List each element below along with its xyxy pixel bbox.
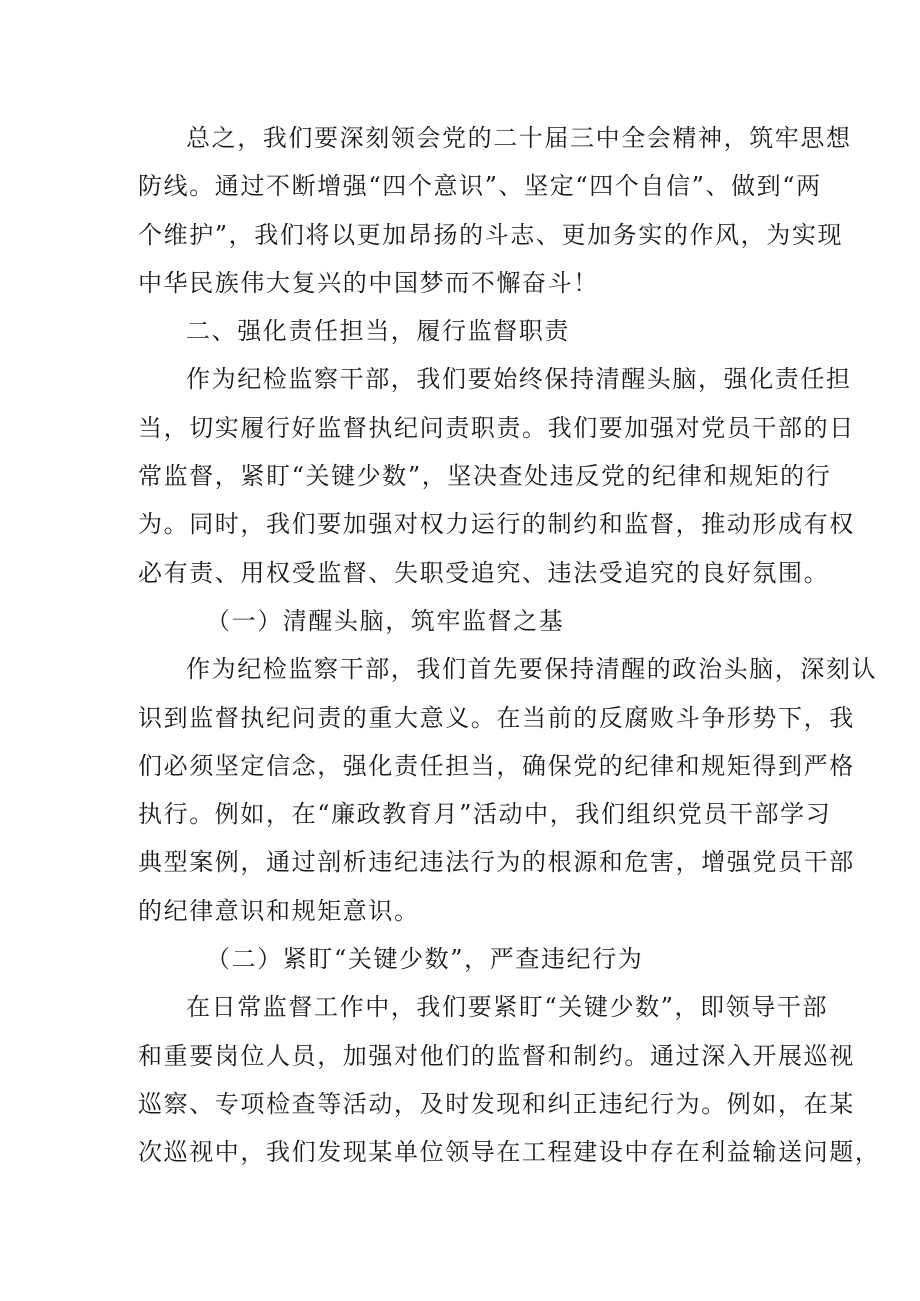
text-line: 当，切实履行好监督执纪问责职责。我们要加强对党员干部的日 [138, 413, 855, 442]
text-line: 次巡视中，我们发现某单位领导在工程建设中存在利益输送问题， [138, 1138, 881, 1167]
text-line: 巡察、专项检查等活动，及时发现和纠正违纪行为。例如，在某 [138, 1089, 855, 1118]
section-heading: 二、强化责任担当，履行监督职责 [186, 317, 570, 346]
text-line: 常监督，紧盯“关键少数”，坚决查处违反党的纪律和规矩的行 [138, 462, 832, 491]
text-line: 中华民族伟大复兴的中国梦而不懈奋斗！ [138, 268, 599, 297]
subsection-heading: （一）清醒头脑，筑牢监督之基 [206, 606, 565, 635]
paragraph-responsibility [138, 355, 855, 596]
text-line: 作为纪检监察干部，我们首先要保持清醒的政治头脑，深刻认 [186, 655, 878, 684]
paragraph-key-minority [138, 983, 881, 1176]
text-line: 典型案例，通过剖析违纪违法行为的根源和危害，增强党员干部 [138, 848, 855, 877]
text-line: 为。同时，我们要加强对权力运行的制约和监督，推动形成有权 [138, 510, 855, 539]
text-line: 防线。通过不断增强“四个意识”、坚定“四个自信”、做到“两 [138, 172, 822, 201]
text-line: 必有责、用权受监督、失职受追究、违法受追究的良好氛围。 [138, 558, 830, 587]
paragraph-conclusion [138, 114, 852, 307]
paragraph-clear-mind [138, 645, 878, 935]
text-line: 作为纪检监察干部，我们要始终保持清醒头脑，强化责任担 [186, 365, 852, 394]
text-line: 识到监督执纪问责的重大意义。在当前的反腐败斗争形势下，我 [138, 703, 855, 732]
text-line: 和重要岗位人员，加强对他们的监督和制约。通过深入开展巡视 [138, 1041, 855, 1070]
subsection-heading: （二）紧盯“关键少数”，严查违纪行为 [206, 945, 644, 974]
text-line: 个维护”，我们将以更加昂扬的斗志、更加务实的作风，为实现 [138, 220, 844, 249]
text-line: 在日常监督工作中，我们要紧盯“关键少数”，即领导干部 [186, 993, 829, 1022]
document-body [138, 114, 881, 1177]
text-line: 的纪律意识和规矩意识。 [138, 896, 420, 925]
text-line: 们必须坚定信念，强化责任担当，确保党的纪律和规矩得到严格 [138, 751, 855, 780]
text-line: 执行。例如，在“廉政教育月”活动中，我们组织党员干部学习 [138, 800, 832, 829]
text-line: 总之，我们要深刻领会党的二十届三中全会精神，筑牢思想 [186, 124, 852, 152]
